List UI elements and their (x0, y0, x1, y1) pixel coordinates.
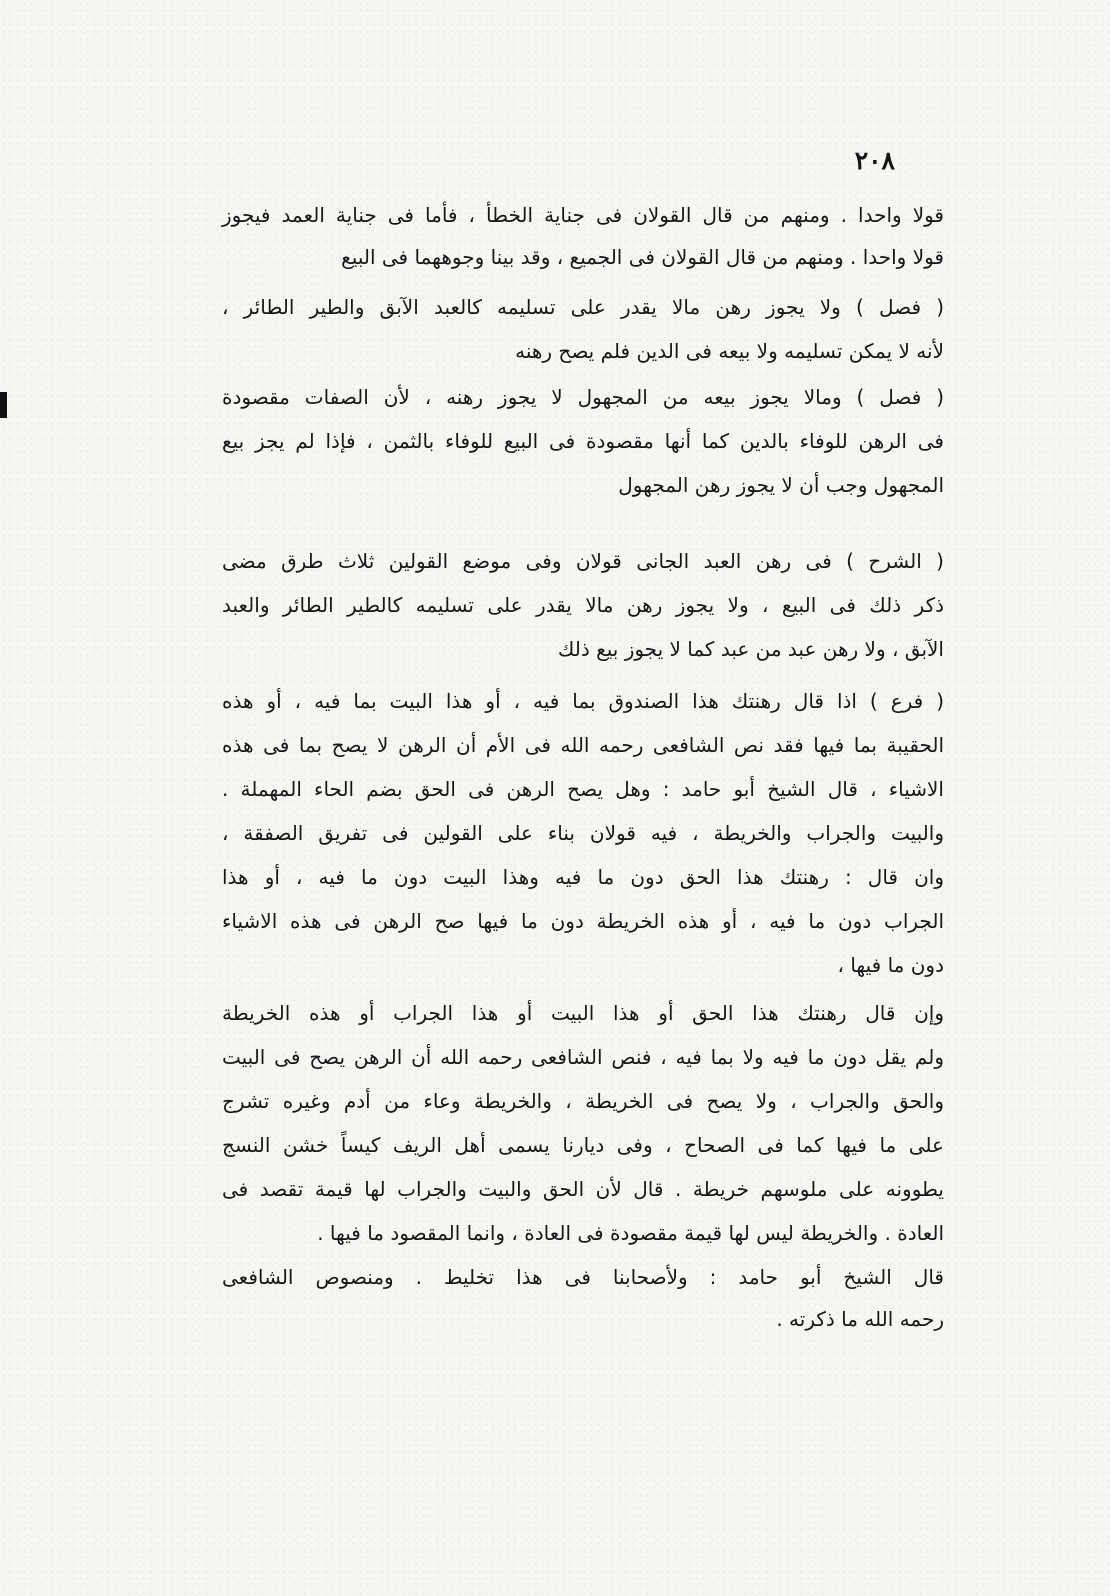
text-line: العادة . والخريطة ليس لها قيمة مقصودة فى العادة ، وانما المقصود ما فيها . (317, 1221, 944, 1245)
text-line: ( الشرح ) فى رهن العبد الجانى قولان وفى موضع القولين ثلاث طرق مضى (222, 549, 944, 573)
text-line: المجهول وجب أن لا يجوز رهن المجهول (618, 473, 944, 497)
text-line: ( فصل ) ومالا يجوز بيعه من المجهول لا يجوز رهنه ، لأن الصفات مقصودة (222, 385, 944, 409)
page-number: ٢٠٨ (854, 146, 895, 175)
text-line: وإن قال رهنتك هذا الحق أو هذا البيت أو هذا الجراب أو هذه الخريطة (222, 1001, 944, 1025)
text-line: رحمه الله ما ذكرته . (776, 1307, 944, 1331)
text-line: على ما فيها كما فى الصحاح ، وفى ديارنا يسمى أهل الريف كيساً خشن النسج (222, 1133, 944, 1157)
text-line: ذكر ذلك فى البيع ، ولا يجوز رهن مالا يقدر على تسليمه كالطير الطائر والعبد (222, 593, 944, 617)
text-line: ولم يقل دون ما فيه ولا بما فيه ، فنص الشافعى رحمه الله أن الرهن يصح فى البيت (222, 1045, 944, 1069)
text-line: وان قال : رهنتك هذا الحق دون ما فيه وهذا البيت دون ما فيه ، أو هذا (222, 865, 944, 889)
text-line: دون ما فيها ، (837, 953, 944, 977)
text-line: ( فرع ) اذا قال رهنتك هذا الصندوق بما فيه ، أو هذا البيت بما فيه ، أو هذه (222, 689, 944, 713)
text-line: الاشياء ، قال الشيخ أبو حامد : وهل يصح الرهن فى الحق بضم الحاء المهملة . (222, 777, 944, 801)
page-body (222, 184, 944, 1564)
text-line: قال الشيخ أبو حامد : ولأصحابنا فى هذا تخليط . ومنصوص الشافعى (222, 1265, 944, 1289)
text-line: قولا واحدا . ومنهم من قال القولان فى جناية الخطأ ، فأما فى جناية العمد فيجوز (222, 203, 944, 227)
text-line: الجراب دون ما فيه ، أو هذه الخريطة دون ما فيها صح الرهن فى هذه الاشياء (222, 909, 944, 933)
text-line: لأنه لا يمكن تسليمه ولا بيعه فى الدين فلم يصح رهنه (515, 339, 944, 363)
text-line: والبيت والجراب والخريطة ، فيه قولان بناء على القولين فى تفريق الصفقة ، (222, 821, 944, 845)
scan-edge-mark (0, 392, 7, 418)
text-line: يطوونه على ملوسهم خريطة . قال لأن الحق والبيت والجراب لها قيمة تقصد فى (222, 1177, 944, 1201)
text-line: فى الرهن للوفاء بالدين كما أنها مقصودة فى البيع للوفاء بالثمن ، فإذا لم يجز بيع (222, 429, 944, 453)
text-line: قولا واحدا . ومنهم من قال القولان فى الجميع ، وقد بينا وجوههما فى البيع (341, 245, 944, 269)
text-line: الحقيبة بما فيها فقد نص الشافعى رحمه الله فى الأم أن الرهن لا يصح بما فى هذه (222, 733, 944, 757)
text-line: ( فصل ) ولا يجوز رهن مالا يقدر على تسليمه كالعبد الآبق والطير الطائر ، (222, 295, 944, 319)
text-line: الآبق ، ولا رهن عبد من عبد كما لا يجوز بيع ذلك (557, 637, 944, 661)
text-line: والحق والجراب ، ولا يصح فى الخريطة ، والخريطة وعاء من أدم وغيره تشرج (222, 1089, 944, 1113)
